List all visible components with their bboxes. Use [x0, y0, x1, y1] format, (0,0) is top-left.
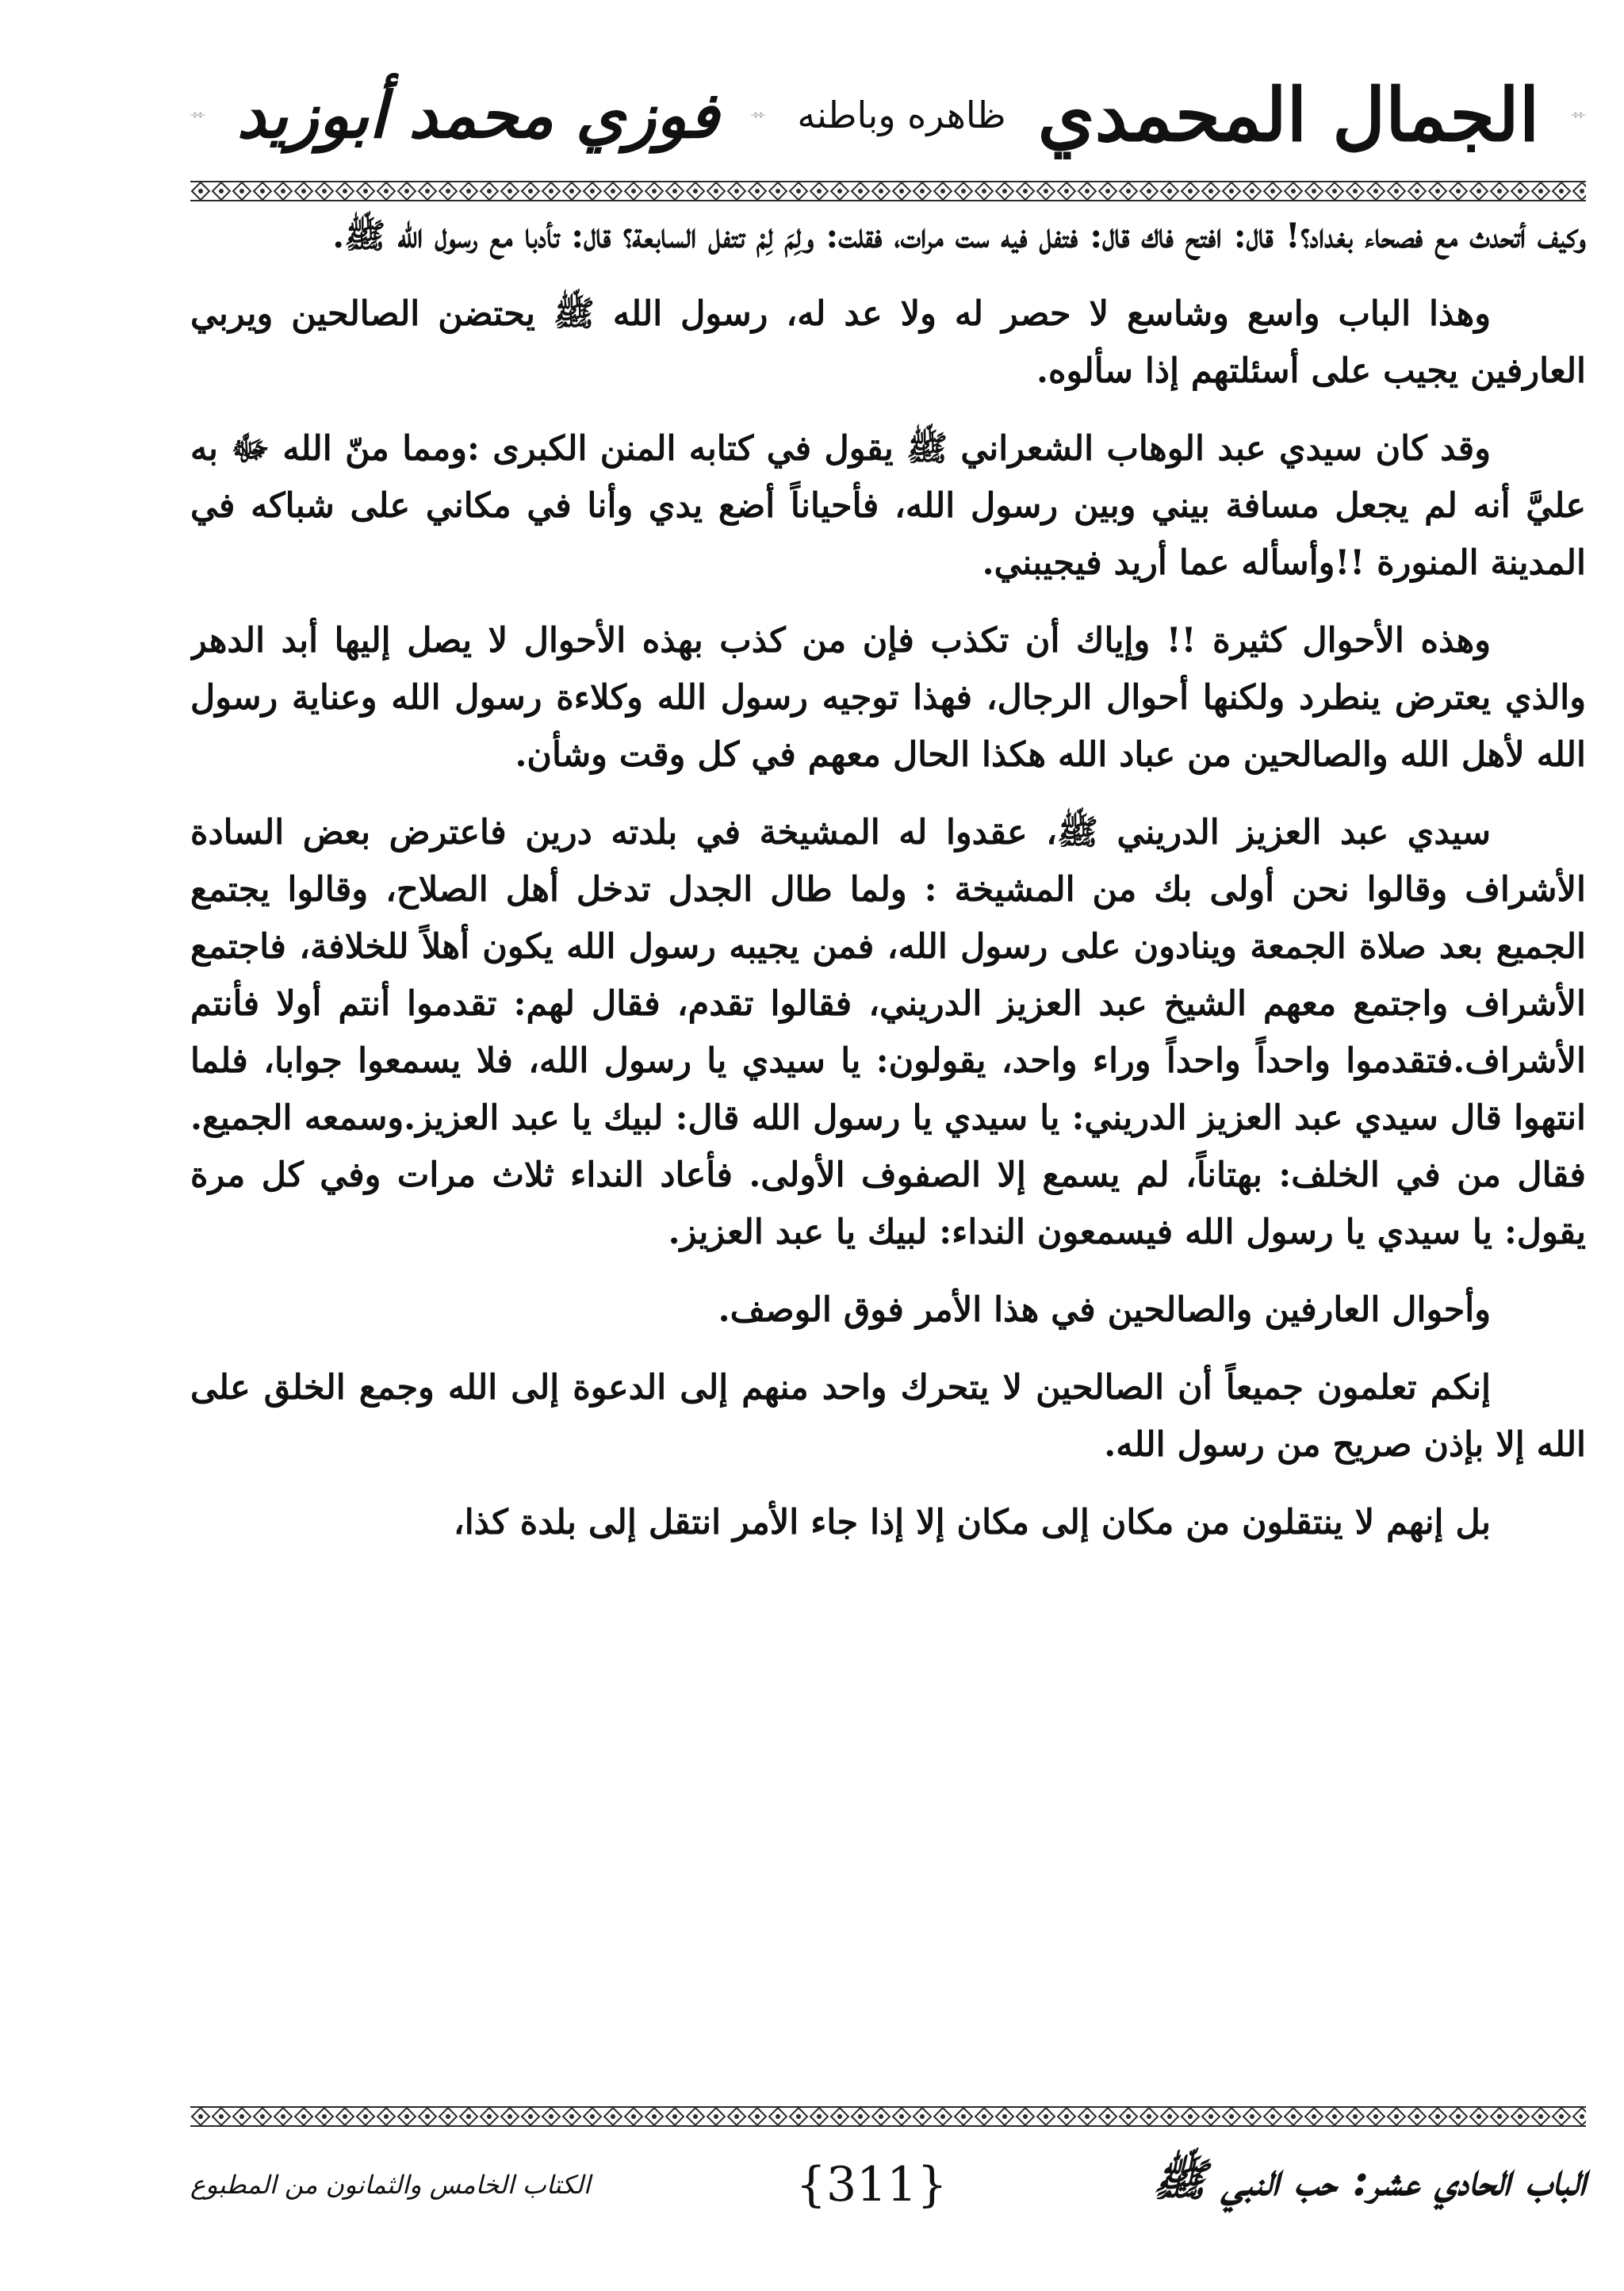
page-header: [190, 56, 1586, 174]
header-ornament-band: [190, 181, 1586, 201]
page-number: {311}: [795, 2157, 948, 2212]
paragraph: بل إنهم لا ينتقلون من مكان إلى مكان إلا إذا جاء الأمر انتقل إلى بلدة كذا،: [453, 1503, 1491, 1542]
author-name: فوزي محمد أبوزيد: [236, 78, 719, 152]
paragraph: سيدي عبد العزيز الدريني ﷺ، عقدوا له المشيخة في بلدته درين فاعترض بعض السادة الأشراف وقالوا نحن أولى بك من المشيخة : ولما طال الجدل تدخل أهل الصلاح، وقالوا يجتمع الجميع بعد صلاة الجمعة وينادون على رسول الله، فمن يجيبه رسول الله يكون أهلاً للخلافة، فاجتمع الأشراف واجتمع معهم الشيخ عبد العزيز الدريني، فقالوا تقدم، فقال لهم: تقدموا أنتم أولا فأنتم الأشراف.فتقدموا واحداً واحداً وراء واحد، يقولون: يا سيدي يا رسول الله، فلا يسمعوا جوابا، فلما انتهوا قال سيدي عبد العزيز الدريني: يا سيدي يا رسول الله قال: لبيك يا عبد العزيز.وسمعه الجميع. فقال من في الخلف: بهتاناً، لم يسمع إلا الصفوف الأولى. فأعاد النداء ثلاث مرات وفي كل مرة يقول: يا سيدي يا رسول الله فيسمعون النداء: لبيك يا عبد العزيز.: [190, 813, 1586, 1252]
chapter-title: الباب الحادي عشر: حب النبي ﷺ: [1152, 2153, 1586, 2206]
footer-ornament-band: [190, 2106, 1586, 2127]
book-subtitle: ظاهره وباطنه: [797, 94, 1006, 136]
diamond-ornament-icon: [1571, 87, 1586, 143]
paragraph: وهذه الأحوال كثيرة !! وإياك أن تكذب فإن من كذب بهذه الأحوال لا يصل إليها أبد الدهر والذي يعترض ينطرد ولكنها أحوال الرجال، فهذا توجيه رسول الله وكلاءة رسول الله وعناية رسول الله لأهل الله والصالحين من عباد الله هكذا الحال معهم في كل وقت وشأن.: [190, 621, 1586, 775]
diamond-ornament-icon: [190, 87, 205, 143]
paragraph: وقد كان سيدي عبد الوهاب الشعراني ﷺ يقول في كتابه المنن الكبرى :ومما منّ الله ﷻ به عليَّ أنه لم يجعل مسافة بيني وبين رسول الله، فأحياناً أضع يدي وأنا في مكاني على شباكه في المدينة المنورة !!وأسأله عما أريد فيجيبني.: [190, 429, 1586, 583]
book-volume: الكتاب الخامس والثمانون من المطبوع: [190, 2170, 591, 2200]
paragraph: وأحوال العارفين والصالحين في هذا الأمر فوق الوصف.: [718, 1290, 1491, 1330]
diamond-ornament-icon: [751, 87, 766, 143]
book-title: الجمال المحمدي: [1037, 72, 1540, 158]
paragraph: وكيف أتحدث مع فصحاء بغداد؟! قال: افتح فاك قال: فتفل فيه ست مرات، فقلت: ولِمَ لِمْ تتفل السابعة؟ قال: تأدبا مع رسول الله ﷺ.: [332, 216, 1586, 256]
page-body: [190, 208, 1586, 2095]
paragraph: إنكم تعلمون جميعاً أن الصالحين لا يتحرك واحد منهم إلى الدعوة إلى الله وجمع الخلق على الله إلا بإذن صريح من رسول الله.: [190, 1368, 1586, 1465]
paragraph: وهذا الباب واسع وشاسع لا حصر له ولا عد له، رسول الله ﷺ يحتضن الصالحين ويربي العارفين يجيب على أسئلتهم إذا سألوه.: [190, 294, 1586, 391]
page-footer: [190, 2141, 1586, 2228]
